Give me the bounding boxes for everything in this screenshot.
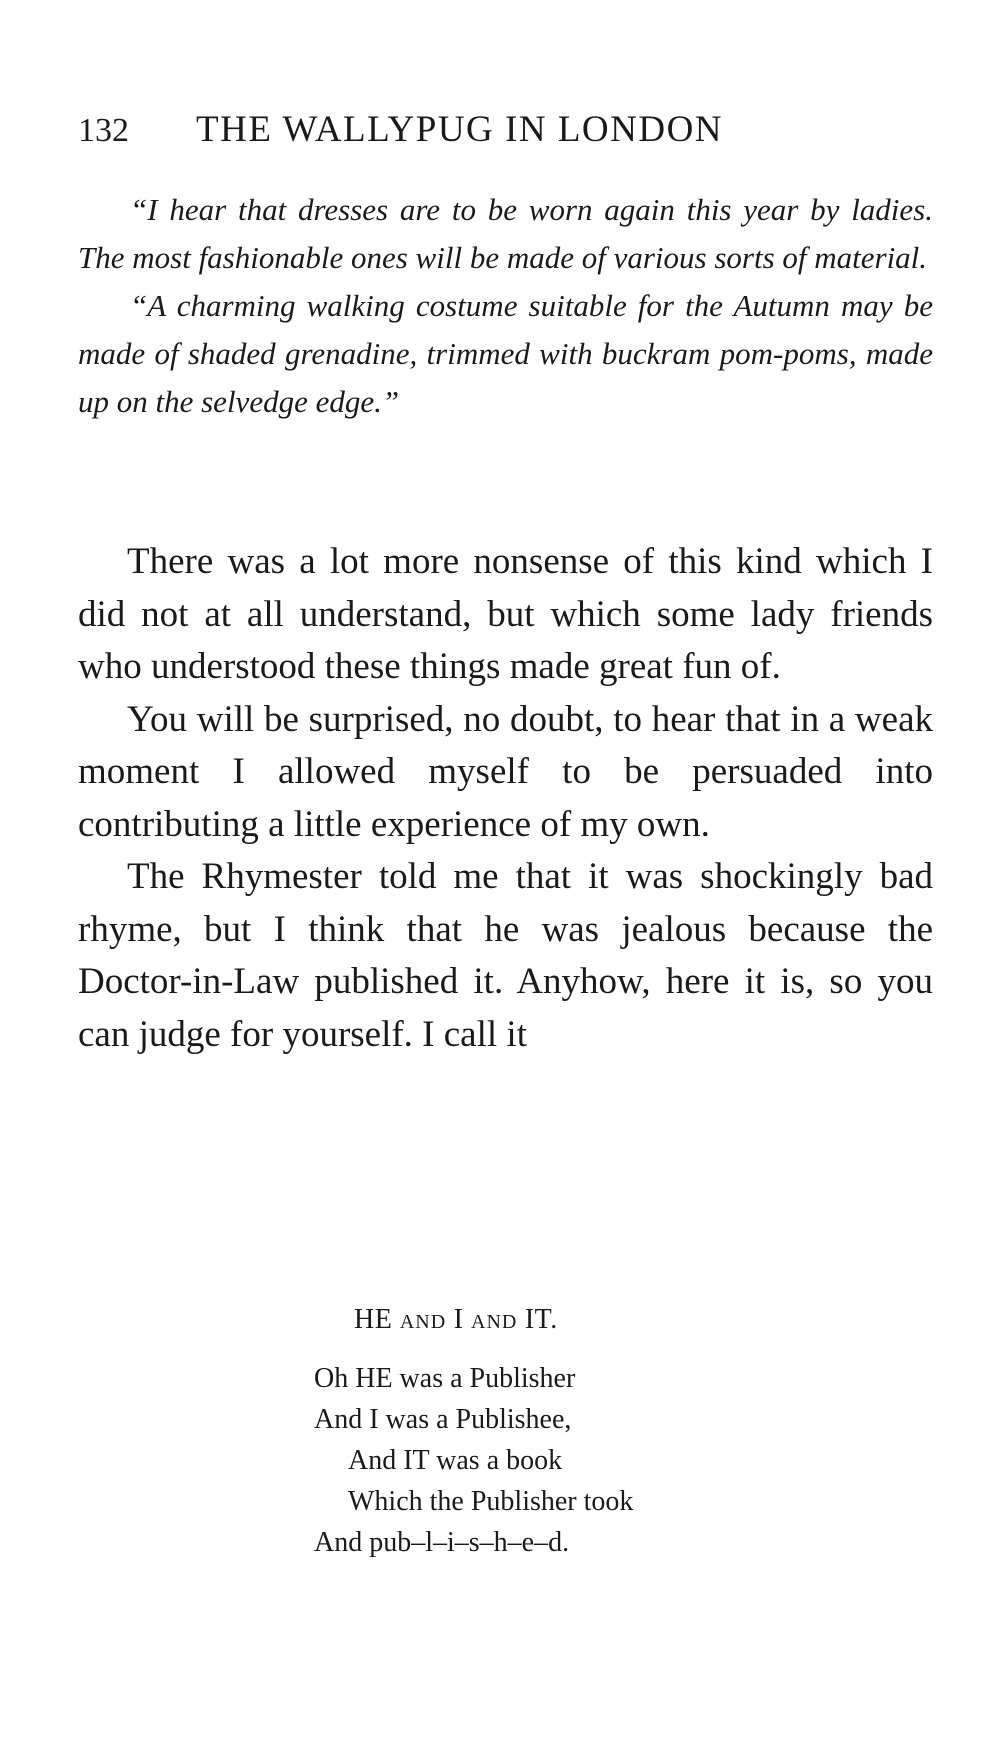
body-paragraph: The Rhymester told me that it was shockingly bad rhyme, but I think that he was jealous because the Doctor-in-Law published it. Anyhow, here it is, so you can judge for yourself. I call it xyxy=(78,856,933,1055)
quote-paragraph: “A charming walking costume suitable for the Autumn may be made of shaded grenadine, trimmed with buckram pom-poms, made up on the selvedge edge.” xyxy=(78,288,933,419)
running-title: THE WALLYPUG IN LONDON xyxy=(196,109,724,150)
poem-line: Which the Publisher took xyxy=(348,1486,634,1517)
poem-line: And pub–l–i–s–h–e–d. xyxy=(314,1527,570,1558)
quoted-fashion-column xyxy=(78,186,933,426)
poem-title-word: IT. xyxy=(524,1304,558,1335)
body-text xyxy=(78,536,933,1061)
poem-title-word: AND xyxy=(399,1311,447,1333)
page-number: 132 xyxy=(78,112,129,149)
poem-line: Oh HE was a Publisher xyxy=(314,1363,576,1394)
body-paragraph: There was a lot more nonsense of this kind which I did not at all understand, but which some lady friends who understood these things made great fun of. xyxy=(78,541,933,687)
poem-line: And I was a Publishee, xyxy=(314,1404,572,1435)
poem-title xyxy=(354,1304,558,1336)
poem-title-word: HE xyxy=(354,1304,393,1335)
book-page xyxy=(78,0,933,1763)
poem-title-word: I xyxy=(453,1304,464,1335)
poem-stanza xyxy=(314,1358,633,1563)
quote-paragraph: “I hear that dresses are to be worn again this year by ladies. The most fashionable ones will be made of various sorts of material. xyxy=(78,192,933,275)
running-header xyxy=(78,108,933,151)
body-paragraph: You will be surprised, no doubt, to hear that in a weak moment I allowed myself to be persuaded into contributing a little experience of my own. xyxy=(78,698,933,845)
poem-line: And IT was a book xyxy=(348,1445,563,1476)
poem-title-word: AND xyxy=(471,1311,518,1333)
